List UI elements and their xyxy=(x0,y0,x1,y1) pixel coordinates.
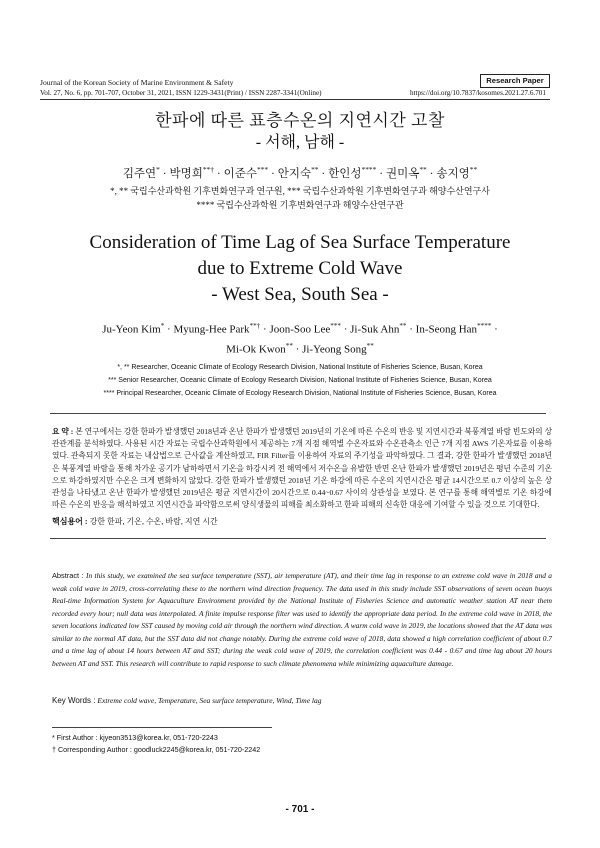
author-mark: * xyxy=(160,322,165,330)
author-mark: **† xyxy=(202,165,215,175)
author-separator: · xyxy=(379,168,384,180)
journal-name: Journal of the Korean Society of Marine Environment & Safety xyxy=(40,78,234,87)
korean-authors xyxy=(0,165,600,181)
author-name: 이준수 xyxy=(223,168,257,180)
corresponding-author-footnote: † Corresponding Author : goodluck2245@korea.kr, 051-720-2242 xyxy=(52,745,261,754)
korean-subtitle: - 서해, 남해 - xyxy=(255,134,345,151)
author-name: Myung-Hee Park xyxy=(173,323,250,336)
keywords-label: 핵심용어 : xyxy=(52,517,88,526)
author-mark: ** xyxy=(285,342,293,350)
korean-abstract xyxy=(52,426,552,511)
english-title: Consideration of Time Lag of Sea Surface Temperature xyxy=(89,232,511,253)
author-separator: · xyxy=(321,168,326,180)
author-mark: **** xyxy=(477,322,492,330)
author-separator: · xyxy=(494,323,498,336)
author-separator: · xyxy=(343,323,348,336)
footnote-rule xyxy=(52,727,272,728)
section-rule xyxy=(50,538,546,539)
abstract-label: 요 약 : xyxy=(52,427,74,436)
author-separator: · xyxy=(295,343,300,356)
author-mark: **** xyxy=(361,165,377,175)
keywords-text: Extreme cold wave, Temperature, Sea surface temperature, Wind, Time lag xyxy=(97,696,322,705)
author-separator: · xyxy=(216,168,221,180)
english-subtitle: - West Sea, South Sea - xyxy=(211,284,389,305)
page-number: - 701 - xyxy=(285,804,315,815)
article-type-badge: Research Paper xyxy=(480,74,550,88)
author-separator: · xyxy=(271,168,275,180)
keywords-text: 강한 한파, 기온, 수온, 바람, 지연 시간 xyxy=(89,517,218,526)
abstract-text: In this study, we examined the sea surface temperature (SST), air temperature (AT), and their time lag in response to an extreme cold wave in 2018 and a weak cold wave in 2019, cross-correlating these to the northern wind direction frequency. The data used in this study include SST observations of seven ocean buoys Real-time Information System for Aquaculture Environment provided by the National Institute of Fisheries Science and automatic weather station AT near them recorded every hour; null data was interpolated. A finite impulse response filter was used to identify the appropriate data period. In the extreme cold wave in 2018, the seven locations indicated low SST caused by moving cold air through the northern wind direction. A warm cold wave in 2019, the locations showed that the AT data was similar to the normal AT data, but the SST data did not change notably. During the extreme cold wave of 2018, data showed a high correlation coefficient of about 0.7 and a time lag of about 14 hours between AT and SST; during the weak cold wave of 2019, the correlation coefficient was 0.44 - 0.67 and time lag about 20 hours between AT and SST. This research will contribute to rapid response to such climate phenomena while minimizing aquaculture damage. xyxy=(52,571,552,668)
author-mark: ** xyxy=(419,165,427,175)
english-authors xyxy=(0,322,600,336)
author-name: In-Seong Han xyxy=(415,323,478,336)
english-abstract xyxy=(52,570,552,670)
author-mark: **† xyxy=(249,322,261,330)
author-name: 한인성 xyxy=(328,168,362,180)
author-mark: ** xyxy=(469,165,478,175)
author-name: Joon-Soo Lee xyxy=(269,323,331,336)
author-separator: · xyxy=(162,168,167,180)
author-mark: ** xyxy=(366,342,374,350)
author-separator: · xyxy=(167,323,171,336)
author-mark: *** xyxy=(330,322,341,330)
author-name: 박명희 xyxy=(169,168,203,180)
abstract-label: Abstract : xyxy=(52,571,84,580)
korean-keywords xyxy=(52,516,218,527)
author-separator: · xyxy=(263,323,267,336)
section-rule xyxy=(50,413,546,414)
author-mark: ** xyxy=(399,322,407,330)
doi-link[interactable]: https://doi.org/10.7837/kosomes.2021.27.6.701 xyxy=(409,89,546,97)
author-mark: * xyxy=(156,165,160,175)
english-keywords xyxy=(52,696,321,705)
abstract-text: 본 연구에서는 강한 한파가 발생했던 2018년과 온난 한파가 발생했던 2019년의 기온에 따른 수온의 반응 및 지연시간과 북풍계열 바람 빈도와의 상관관계를 분석하였다. 사용된 시간 자료는 국립수산과학원에서 제공하는 7개 지점 해역별 수온자료와 수온관측소 인근 7개 지점 AWS 기온자료를 이용하였다. 관측되지 못한 자료는 내삽법으로 근사값을 계산하였고, FIR Filter를 이용하여 자료의 주기성을 파악하였다. 그 결과, 강한 한파가 발생했던 2018년은 북풍계열 바람을 통해 차가운 공기가 남하하면서 기온을 하강시켜 전 해역에서 저수온을 유발한 반면 온난 한파가 발생했던 2019년은 평년 수준의 기온으로 하강하였지만 수온은 크게 변화하지 않았다. 강한 한파가 발생했던 2018년 기온 하강에 따른 수온의 지연시간은 평균 14시간으로 0.7 이상의 높은 상관성을 나타냈고 온난 한파가 발생했던 2019년은 평균 지연시간이 20시간으로 0.44~0.67 사이의 상관성을 보였다. 본 연구를 통해 해역별로 기온 하강에 따른 수온의 반응을 해석하였고 지연시간을 파악함으로써 양식생물의 피해를 최소화하고 한파 피해의 신속한 대응에 기여할 수 있을 것으로 기대한다. xyxy=(52,427,552,510)
header-rule xyxy=(40,99,550,100)
korean-title: 한파에 따른 표층수온의 지연시간 고찰 xyxy=(155,111,445,130)
korean-affiliation: **** 국립수산과학원 기후변화연구과 해양수산연구관 xyxy=(196,200,404,210)
author-mark: *** xyxy=(256,165,269,175)
author-mark: ** xyxy=(311,165,319,175)
author-separator: · xyxy=(409,323,413,336)
first-author-footnote: * First Author : kjyeon3513@korea.kr, 051-720-2243 xyxy=(52,733,218,742)
english-authors xyxy=(0,342,600,356)
author-name: 김주연 xyxy=(122,168,157,180)
author-name: 권미옥 xyxy=(385,168,420,180)
english-affiliation: *, ** Researcher, Oceanic Climate of Ecology Research Division, National Institute of Fisheries Science, Busan, Korea xyxy=(117,364,483,371)
english-affiliation: *** Senior Researcher, Oceanic Climate of Ecology Research Division, National Institute of Fisheries Science, Busan, Korea xyxy=(108,377,492,384)
journal-volume-info: Vol. 27, No. 6, pp. 701-707, October 31, 2021, ISSN 1229-3431(Print) / ISSN 2287-3341(Online) xyxy=(40,89,322,97)
english-affiliation: **** Principal Researcher, Oceanic Climate of Ecology Research Division, National Institute of Fisheries Science, Busan, Korea xyxy=(103,390,497,397)
author-separator: · xyxy=(429,168,434,180)
author-name: 안지숙 xyxy=(277,168,312,180)
korean-affiliation: *, ** 국립수산과학원 기후변화연구과 연구원, *** 국립수산과학원 기후변화연구과 해양수산연구사 xyxy=(110,186,490,196)
english-title: due to Extreme Cold Wave xyxy=(197,258,403,279)
author-name: Ji-Yeong Song xyxy=(302,343,367,356)
author-name: 송지영 xyxy=(436,168,470,180)
author-name: Mi-Ok Kwon xyxy=(226,343,286,356)
author-name: Ju-Yeon Kim xyxy=(102,323,161,336)
author-name: Ji-Suk Ahn xyxy=(350,323,400,336)
keywords-label: Key Words : xyxy=(52,696,96,705)
